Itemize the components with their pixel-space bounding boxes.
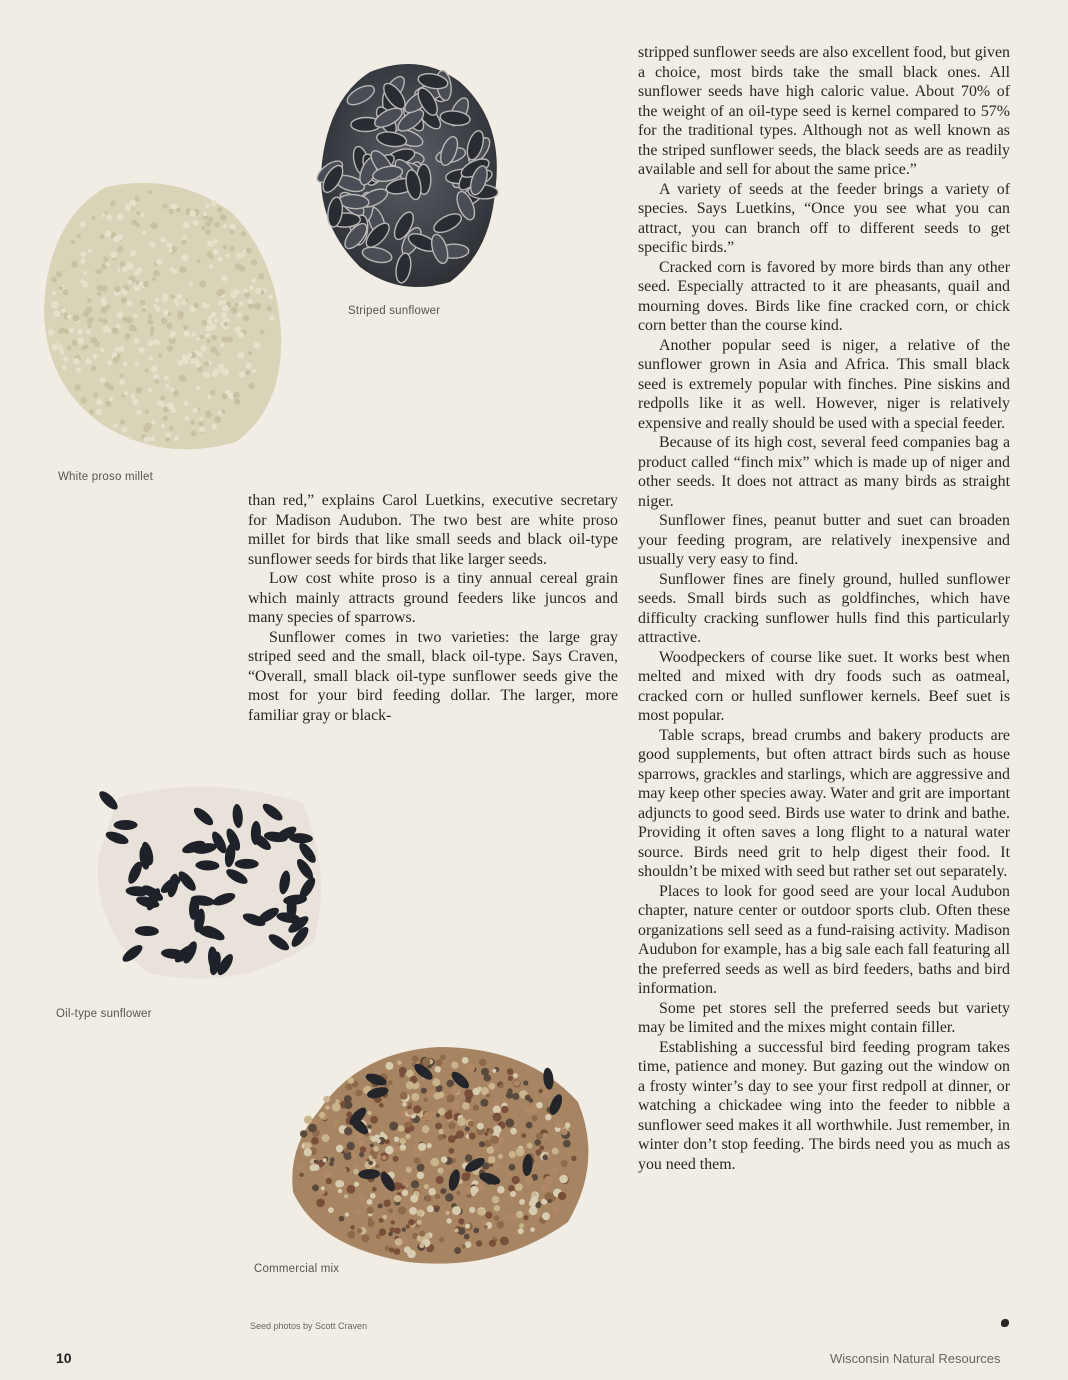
page-number: 10 [56,1350,72,1366]
paragraph: Sunflower fines are finely ground, hulled sunflower seeds. Small birds such as goldfinches, which have difficulty cracking sunflower hulls find this particularly attractive. [638,570,1010,646]
white-proso-millet-photo [36,172,286,457]
paragraph: Low cost white proso is a tiny annual cereal grain which mainly attracts ground feeders like juncos and many species of sparrows. [248,570,618,626]
paragraph: stripped sunflower seeds are also excellent food, but given a choice, most birds take the small black ones. All sunflower seeds have high caloric value. About 70% of the weight of an oil-type seed is kernel compared to 57% for the traditional types. Although not as well known as the striped sunflower seeds, the black seeds are as readily available and sell for about the same price.” [638,44,1010,178]
paragraph: Table scraps, bread crumbs and bakery products are good supplements, but often attract birds such as house sparrows, grackles and starlings, which are aggressive and may keep other species away. Water and grit are important adjuncts to good seed. Birds use water to drink and bathe. Providing it often saves a long flight to a natural water source. Birds need grit to help digest their food. It shouldn’t be mixed with seed but rather set out separately. [638,726,1010,880]
striped-sunflower-photo [310,52,510,297]
paragraph: Some pet stores sell the preferred seeds but variety may be limited and the mixes might contain filler. [638,999,1010,1036]
caption-striped-sunflower: Striped sunflower [348,305,441,317]
paragraph: Woodpeckers of course like suet. It works best when melted and mixed with dry foods such as oatmeal, cracked corn or hulled sunflower kernels. Beef suet is most popular. [638,648,1010,724]
caption-oil-type-sunflower: Oil-type sunflower [56,1008,152,1020]
paragraph: Places to look for good seed are your local Audubon chapter, nature center or outdoor sports club. Often these organizations sell seed as a fund-raising activity. Madison Audubon for example, has a big sale each fall featuring all the preferred seeds as well as bird feeders, baths and bird information. [638,882,1010,997]
paragraph: than red,” explains Carol Luetkins, executive secretary for Madison Audubon. The two best are white proso millet for birds that like small seeds and black oil-type sunflower seeds for birds that like larger seeds. [248,492,618,568]
article-column-right [638,43,1010,1174]
paragraph: Another popular seed is niger, a relative of the sunflower grown in Asia and Africa. This small black seed is extremely popular with finches. Pine siskins and redpolls like it as well. However, niger is relatively expensive and really should be used with a special feeder. [638,336,1010,432]
paragraph: Sunflower comes in two varieties: the large gray striped seed and the small, black oil-type. Says Craven, “Overall, small black oil-type sunflower seeds give the most for your bird feeding dollar. The larger, more familiar gray or black- [248,628,618,724]
paragraph: Sunflower fines, peanut butter and suet can broaden your feeding program, are relatively inexpensive and usually very easy to find. [638,512,1010,568]
commercial-mix-photo [278,1022,608,1277]
paragraph: Cracked corn is favored by more birds than any other seed. Especially attracted to it are pheasants, quail and mourning doves. Birds like fine cracked corn, or chick corn better than the course kind. [638,258,1010,334]
paragraph: Establishing a successful bird feeding program takes time, patience and money. But gazing out the window on a frosty winter’s day to see your first redpoll at dinner, or watching a chickadee wing into the feeder to nibble a sunflower seed makes it all worthwhile. Just remember, in winter don’t stop feeding. The birds need you as much as you need them. [638,1038,1010,1173]
caption-commercial-mix: Commercial mix [254,1263,340,1275]
magazine-name-footer: Wisconsin Natural Resources [830,1351,1001,1366]
end-mark-icon [1001,1319,1009,1327]
oil-type-sunflower-photo [88,778,328,988]
article-column-middle [248,491,618,725]
paragraph: A variety of seeds at the feeder brings a variety of species. Says Luetkins, “Once you see what you can attract, you can branch off to different seeds to get specific birds.” [638,180,1010,256]
paragraph: Because of its high cost, several feed companies bag a product called “finch mix” which is made up of niger and other seeds. It does not attract as many birds as straight niger. [638,434,1010,510]
caption-white-proso-millet: White proso millet [58,471,153,483]
photo-credit: Seed photos by Scott Craven [250,1321,368,1331]
